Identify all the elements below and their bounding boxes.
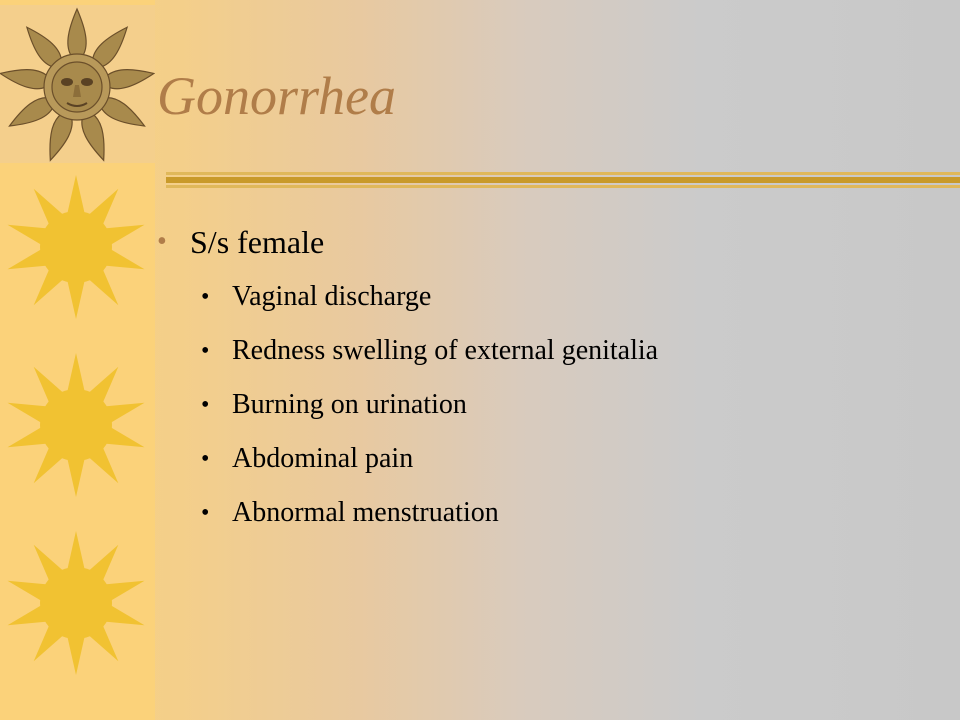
bullet-item [155, 218, 960, 266]
slide-body [155, 218, 960, 540]
sun-icon [0, 528, 155, 678]
bullet-marker: • [201, 284, 210, 310]
sun-icon [0, 172, 155, 322]
sub-bullet-item [155, 378, 960, 432]
sub-bullet-item [155, 486, 960, 540]
logo [0, 5, 155, 163]
sub-bullet-item [155, 432, 960, 486]
slide-title: Gonorrhea [157, 66, 397, 126]
title-divider [166, 172, 960, 190]
bullet-marker: • [201, 500, 210, 526]
sub-bullet-item [155, 324, 960, 378]
sub-bullet-text: Redness swelling of external genitalia [232, 335, 659, 366]
bronze-sun-face-icon [0, 5, 155, 163]
sidebar-decoration [0, 0, 155, 720]
sub-bullet-text: Vaginal discharge [232, 281, 432, 312]
bullet-text: S/s female [190, 224, 325, 260]
sub-bullet-item [155, 270, 960, 324]
sun-icon [0, 350, 155, 500]
bullet-marker: • [157, 226, 167, 257]
bullet-marker: • [201, 338, 210, 364]
bullet-marker: • [201, 392, 210, 418]
sub-bullet-text: Abdominal pain [232, 443, 414, 474]
sub-bullet-text: Burning on urination [232, 389, 467, 420]
sub-bullet-text: Abnormal menstruation [232, 497, 499, 528]
bullet-marker: • [201, 446, 210, 472]
